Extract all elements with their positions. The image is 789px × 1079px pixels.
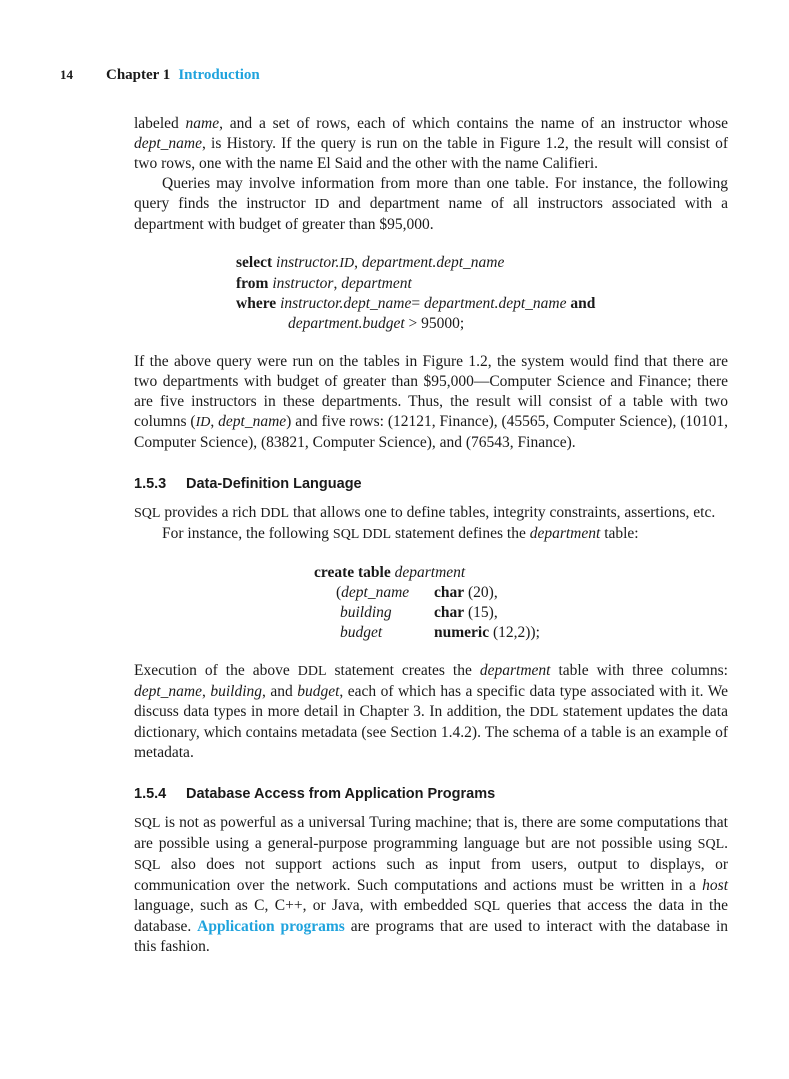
running-header xyxy=(60,66,260,84)
sql-query-block xyxy=(236,253,728,334)
ddl-line-building xyxy=(314,603,728,623)
keyword: create table xyxy=(314,564,391,581)
paragraph-1 xyxy=(134,114,728,174)
identifier: department xyxy=(394,564,466,581)
small-caps-term: DDL xyxy=(529,705,559,720)
identifier: department xyxy=(341,275,412,292)
italic-term: ID xyxy=(195,415,211,430)
italic-term: dept_name xyxy=(134,135,203,152)
paragraph-2 xyxy=(134,174,728,235)
text: statement updates the data dictionary, which contains metadata (see Section 1.4.2). The schema of a table is an example of metadata. xyxy=(134,703,728,761)
text: , is History. If the query is run on the table in Figure 1.2, the result will consist of two rows, one with the name El Said and the other with the name Califieri. xyxy=(134,135,728,172)
identifier: department.budget xyxy=(288,315,405,332)
italic-term: host xyxy=(702,877,728,894)
identifier: instructor. xyxy=(276,254,340,271)
text: , xyxy=(202,683,211,700)
text: , and xyxy=(262,683,298,700)
page-body xyxy=(134,114,728,957)
small-caps-term: SQL xyxy=(134,816,161,831)
text: (20), xyxy=(464,584,498,601)
page-number: 14 xyxy=(60,67,73,82)
section-title: Data-Definition Language xyxy=(186,476,362,492)
text: also does not support actions such as input from users, output to displays, or communication over the network. Such computations and actions must be written in a xyxy=(134,856,728,894)
text: = xyxy=(411,295,424,312)
paragraph-6 xyxy=(134,661,728,763)
identifier: instructor.dept_name xyxy=(280,295,412,312)
text: provides a rich xyxy=(160,504,261,521)
text: For instance, the following xyxy=(162,525,333,542)
text: is not as powerful as a universal Turing machine; that is, there are some computations that are possible using a general-purpose programming language but are not possible using xyxy=(134,814,728,852)
text: > 95000; xyxy=(404,315,465,332)
section-heading-1-5-4 xyxy=(134,785,728,803)
keyword: from xyxy=(236,275,269,292)
paragraph-4 xyxy=(134,503,728,524)
section-number: 1.5.3 xyxy=(134,476,167,492)
text: ( xyxy=(336,584,342,601)
text: that allows one to define tables, integrity constraints, assertions, etc. xyxy=(289,504,716,521)
keyword: and xyxy=(570,295,596,312)
identifier: instructor xyxy=(272,275,334,292)
text: , and a set of rows, each of which contains the name of an instructor whose xyxy=(219,115,728,132)
identifier: dept_name xyxy=(341,584,410,601)
small-caps-term: SQL xyxy=(134,858,161,873)
text: ) and five rows: (12121, Finance), (45565, Computer Science), (10101, Computer Science), (83821, Computer Science), and (76543, Finance). xyxy=(134,413,729,451)
identifier: department.dept_name xyxy=(424,295,567,312)
text: labeled xyxy=(134,115,186,132)
text: statement creates the xyxy=(326,662,480,679)
section-heading-1-5-3 xyxy=(134,475,728,493)
query-line-select xyxy=(236,253,728,274)
text: Execution of the above xyxy=(134,662,298,679)
keyword: char xyxy=(434,584,465,601)
text: table with three columns: xyxy=(550,662,728,679)
keyword: where xyxy=(236,295,277,312)
query-line-continuation xyxy=(236,314,728,334)
column-name-cell xyxy=(314,603,434,623)
text: , xyxy=(354,254,362,271)
paragraph-3 xyxy=(134,352,728,453)
small-caps-term: SQL xyxy=(134,506,161,521)
ddl-line-create xyxy=(314,563,728,583)
italic-term: dept_name xyxy=(134,683,203,700)
query-line-from xyxy=(236,274,728,294)
text: statement defines the xyxy=(391,525,530,542)
text: (12,2)); xyxy=(489,624,540,641)
keyword: numeric xyxy=(434,624,490,641)
column-name-cell xyxy=(314,623,434,643)
text: (15), xyxy=(464,604,498,621)
text: , each of which has a specific data type associated with it. We discuss data types in more detail in Chapter 3. In addition, the xyxy=(134,683,728,720)
text: If the above query were run on the tables in Figure 1.2, the system would find that there are two departments with budget of greater than $95,000—Computer Science and Finance; there are five instructors in these departments. Thus, the result will consist of a table with two columns ( xyxy=(134,353,728,430)
query-line-where xyxy=(236,294,728,314)
identifier: budget xyxy=(340,624,383,641)
small-caps-term: SQL xyxy=(697,837,725,852)
text: . xyxy=(724,835,728,852)
identifier: ID xyxy=(339,256,355,271)
small-caps-term: DDL xyxy=(297,664,327,679)
glossary-term: Application programs xyxy=(197,918,345,935)
text: , xyxy=(333,275,342,292)
keyword: char xyxy=(434,604,465,621)
ddl-line-dept-name xyxy=(314,583,728,603)
section-number: 1.5.4 xyxy=(134,786,167,802)
section-title: Database Access from Application Programs xyxy=(186,786,496,802)
text: , xyxy=(210,413,219,430)
small-caps-term: DDL xyxy=(260,506,290,521)
identifier: building xyxy=(340,604,392,621)
small-caps-term: ID xyxy=(314,197,330,212)
italic-term: budget xyxy=(297,683,340,700)
text: table: xyxy=(600,525,639,542)
small-caps-term: SQL DDL xyxy=(332,527,392,542)
italic-term: name xyxy=(185,115,220,132)
italic-term: department xyxy=(529,525,601,542)
column-name-cell xyxy=(314,583,434,603)
identifier: department.dept_name xyxy=(361,254,505,271)
text: Queries may involve information from more than one table. For instance, the following query finds the instructor xyxy=(134,175,728,212)
ddl-line-budget xyxy=(314,623,728,643)
ddl-statement-block xyxy=(314,563,728,643)
paragraph-5 xyxy=(134,524,728,545)
chapter-title: Introduction xyxy=(178,67,260,83)
chapter-label: Chapter 1 xyxy=(106,67,171,83)
small-caps-term: SQL xyxy=(473,899,501,914)
paragraph-7 xyxy=(134,813,728,957)
text: language, such as C, C++, or Java, with embedded xyxy=(134,897,474,914)
text: are programs that are used to interact with the database in this fashion. xyxy=(134,918,729,955)
text: queries that access the data in the database. xyxy=(134,897,728,935)
text: and department name of all instructors associated with a department with budget of greater than $95,000. xyxy=(134,195,728,233)
italic-term: building xyxy=(210,683,263,700)
italic-term: department xyxy=(479,662,551,679)
italic-term: dept_name xyxy=(218,413,287,430)
keyword: select xyxy=(236,254,273,271)
